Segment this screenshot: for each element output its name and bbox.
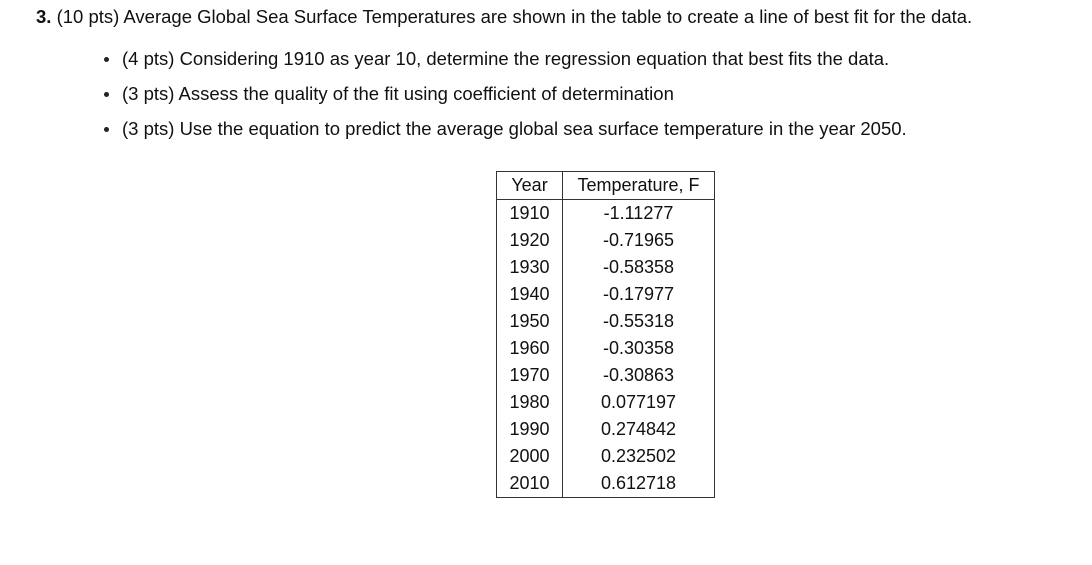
- temperature-column-header: Temperature, F: [563, 172, 715, 200]
- temperature-cell: 0.232502: [563, 443, 715, 470]
- temperature-cell: -0.17977: [563, 281, 715, 308]
- table-row: [497, 416, 715, 443]
- question-parts-list: [100, 48, 907, 153]
- year-cell: 1940: [497, 281, 563, 308]
- bullet-icon: [104, 127, 109, 132]
- table-header-row: [497, 172, 715, 200]
- temperature-cell: -0.30358: [563, 335, 715, 362]
- temperature-cell: 0.612718: [563, 470, 715, 498]
- temperature-cell: -0.55318: [563, 308, 715, 335]
- table-row: [497, 389, 715, 416]
- temperature-cell: 0.077197: [563, 389, 715, 416]
- question-part-text: (3 pts) Use the equation to predict the average global sea surface temperature in the year 2050.: [122, 118, 907, 139]
- year-cell: 1930: [497, 254, 563, 281]
- table-row: [497, 254, 715, 281]
- year-cell: 1970: [497, 362, 563, 389]
- year-cell: 1990: [497, 416, 563, 443]
- table-row: [497, 281, 715, 308]
- table-row: [497, 227, 715, 254]
- year-column-header: Year: [497, 172, 563, 200]
- table-row: [497, 470, 715, 498]
- temperature-cell: -1.11277: [563, 200, 715, 228]
- temperature-table: [496, 171, 715, 498]
- bullet-icon: [104, 57, 109, 62]
- year-cell: 1980: [497, 389, 563, 416]
- question-part: [100, 83, 907, 118]
- table-row: [497, 335, 715, 362]
- year-cell: 2000: [497, 443, 563, 470]
- question-number: 3.: [36, 6, 52, 27]
- temperature-cell: -0.71965: [563, 227, 715, 254]
- year-cell: 1910: [497, 200, 563, 228]
- year-cell: 1950: [497, 308, 563, 335]
- year-cell: 1920: [497, 227, 563, 254]
- question-part: [100, 48, 907, 83]
- temperature-cell: 0.274842: [563, 416, 715, 443]
- table-row: [497, 200, 715, 228]
- table-row: [497, 362, 715, 389]
- year-cell: 2010: [497, 470, 563, 498]
- question-part-text: (4 pts) Considering 1910 as year 10, determine the regression equation that best fits the data.: [122, 48, 890, 69]
- temperature-cell: -0.30863: [563, 362, 715, 389]
- year-cell: 1960: [497, 335, 563, 362]
- table-row: [497, 308, 715, 335]
- table-row: [497, 443, 715, 470]
- bullet-icon: [104, 92, 109, 97]
- question-part: [100, 118, 907, 153]
- question-part-text: (3 pts) Assess the quality of the fit using coefficient of determination: [122, 83, 674, 104]
- temperature-cell: -0.58358: [563, 254, 715, 281]
- question-prompt: [36, 6, 972, 28]
- question-text: (10 pts) Average Global Sea Surface Temperatures are shown in the table to create a line of best fit for the data.: [51, 6, 973, 27]
